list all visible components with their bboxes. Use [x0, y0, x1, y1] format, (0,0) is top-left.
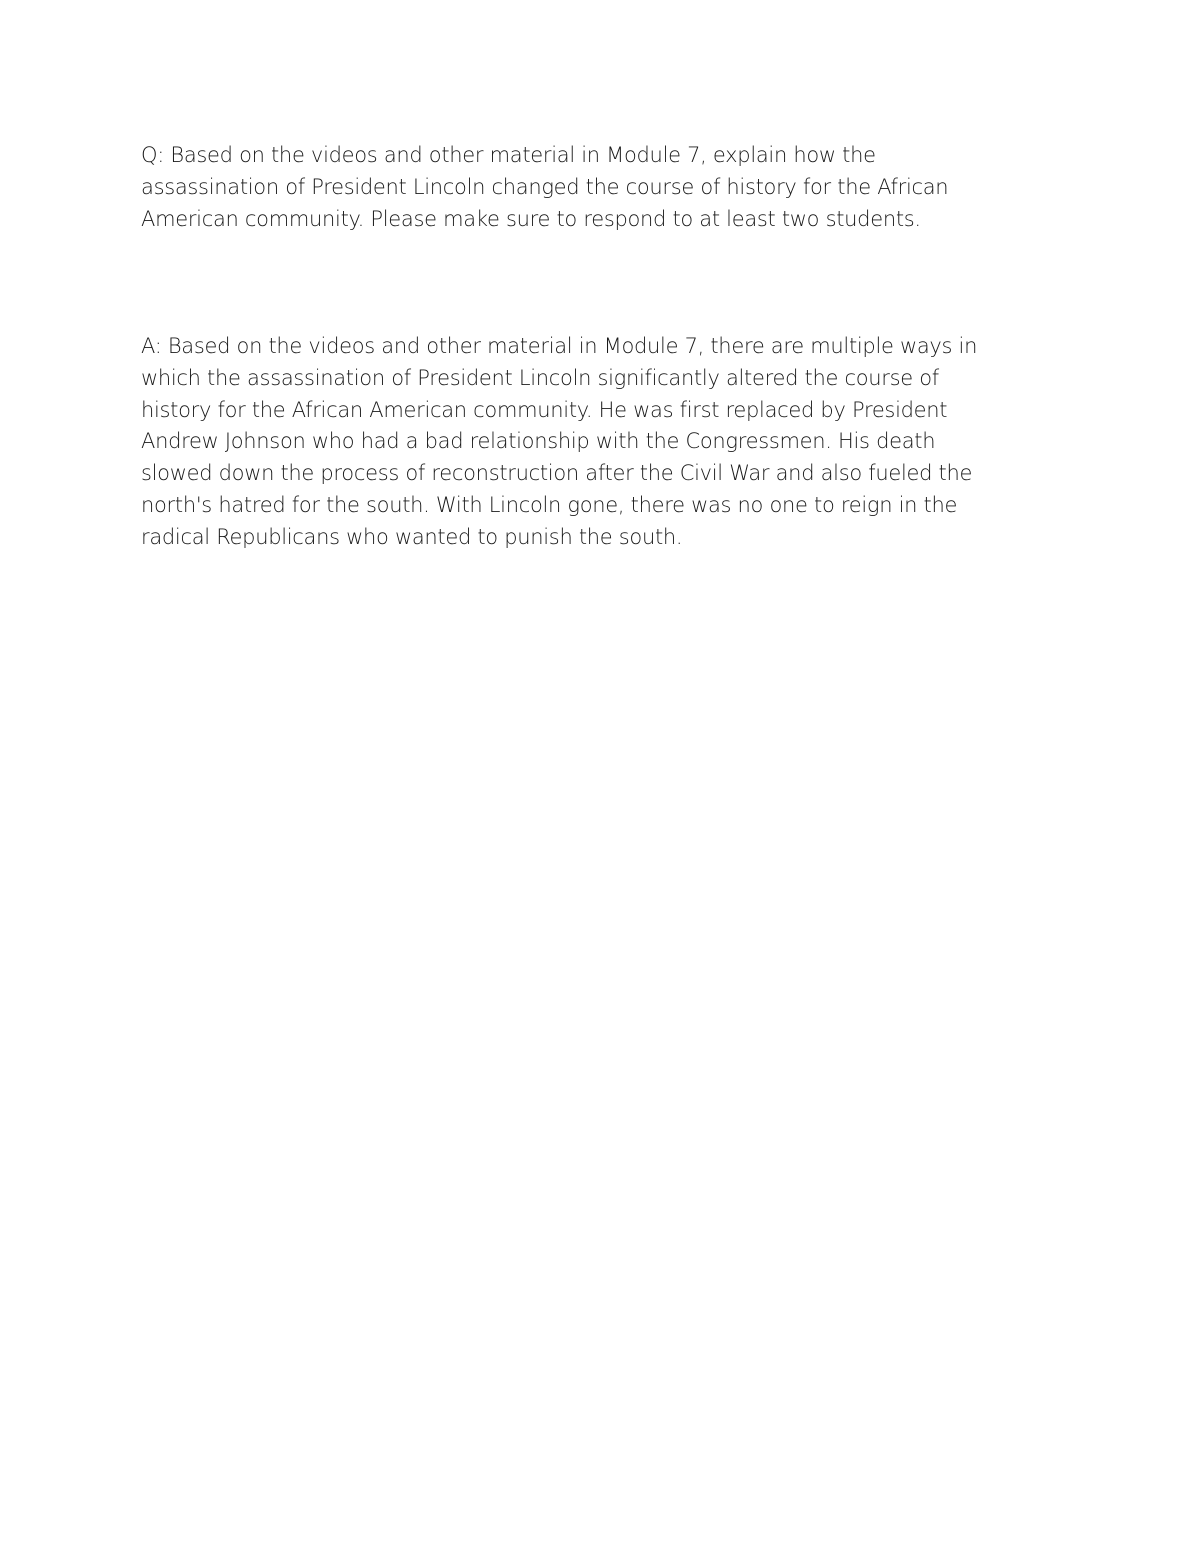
answer-line: A: Based on the videos and other material in Module 7, there are multiple ways in — [141, 334, 978, 358]
answer-line: Andrew Johnson who had a bad relationship with the Congressmen. His death — [141, 429, 936, 454]
question-paragraph — [141, 140, 1041, 235]
answer-line: history for the African American community. He was first replaced by President — [141, 397, 948, 422]
answer-line: north's hatred for the south. With Lincoln gone, there was no one to reign in the — [141, 492, 958, 517]
question-line: Q: Based on the videos and other material in Module 7, explain how the — [141, 143, 876, 167]
answer-line: which the assassination of President Lincoln significantly altered the course of — [141, 365, 939, 390]
question-line: American community. Please make sure to respond to at least two students. — [141, 206, 921, 231]
answer-line: radical Republicans who wanted to punish the south. — [141, 524, 683, 549]
question-line: assassination of President Lincoln changed the course of history for the African — [141, 174, 949, 199]
answer-line: slowed down the process of reconstruction after the Civil War and also fueled the — [141, 461, 973, 486]
answer-paragraph — [141, 331, 1041, 554]
